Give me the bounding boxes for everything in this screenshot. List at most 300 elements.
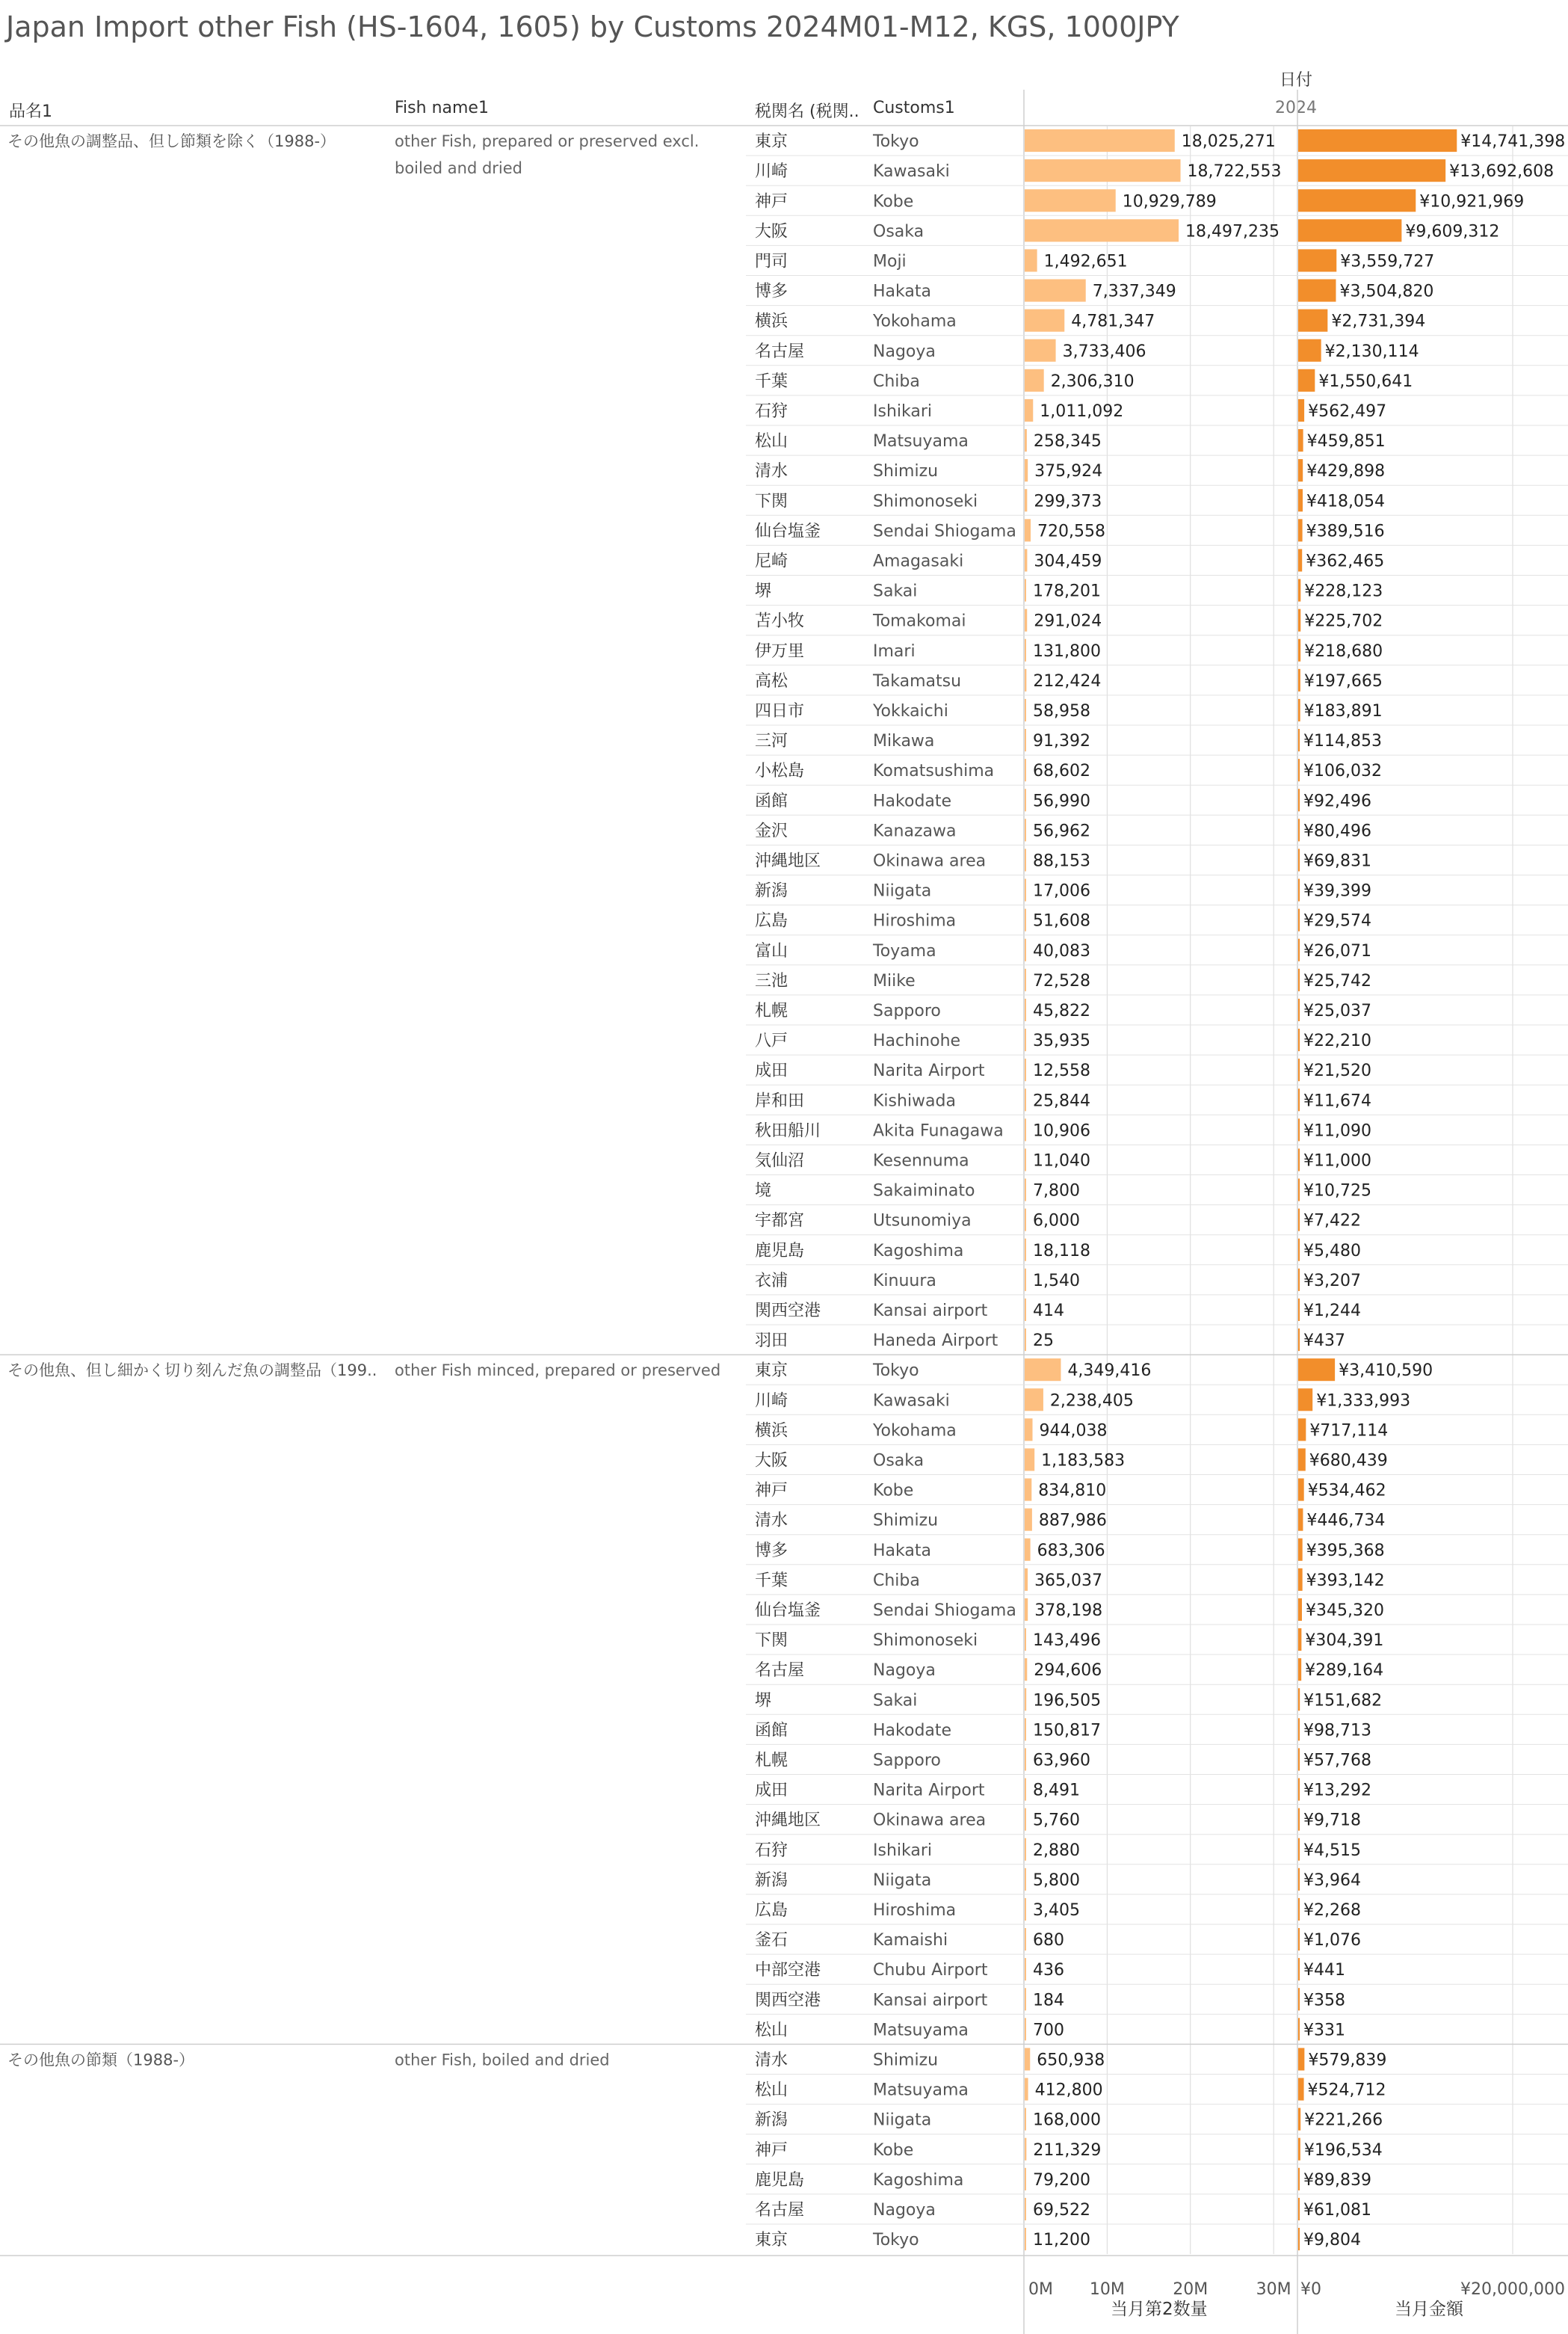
customs-name-jp: 四日市 <box>755 701 805 721</box>
customs-name-en: Imari <box>873 641 916 661</box>
qty-axis-tick: 30M <box>1256 2280 1291 2300</box>
qty-data-label: 17,006 <box>1033 881 1090 901</box>
qty-axis-tick: 20M <box>1173 2280 1209 2300</box>
qty-bar <box>1025 579 1026 602</box>
qty-bar <box>1025 2228 1026 2250</box>
value-bar <box>1298 999 1300 1021</box>
customs-name-en: Kamaishi <box>873 1931 948 1950</box>
value-data-label: ¥2,731,394 <box>1331 312 1426 331</box>
customs-name-jp: 清水 <box>755 1511 788 1530</box>
qty-data-label: 294,606 <box>1034 1661 1102 1681</box>
qty-axis-tick: 0M <box>1028 2280 1053 2300</box>
qty-data-label: 12,558 <box>1033 1062 1090 1081</box>
value-data-label: ¥304,391 <box>1305 1631 1384 1651</box>
customs-name-jp: 函館 <box>755 1721 788 1740</box>
qty-bar <box>1025 1658 1027 1681</box>
column-header-product: 品名1 <box>9 102 52 121</box>
customs-name-en: Matsuyama <box>873 432 969 452</box>
qty-bar <box>1025 1328 1026 1351</box>
value-bar <box>1298 639 1300 662</box>
customs-name-en: Matsuyama <box>873 2081 969 2100</box>
qty-data-label: 25 <box>1033 1331 1054 1351</box>
customs-name-jp: 八戸 <box>755 1032 788 1051</box>
customs-name-jp: 千葉 <box>755 372 788 391</box>
customs-name-en: Osaka <box>873 1451 925 1471</box>
qty-data-label: 211,329 <box>1033 2140 1102 2160</box>
qty-bar <box>1025 2168 1026 2190</box>
qty-bar <box>1025 729 1026 751</box>
qty-data-label: 375,924 <box>1034 462 1103 481</box>
customs-name-en: Hakodate <box>873 792 952 811</box>
customs-name-en: Haneda Airport <box>873 1331 998 1351</box>
customs-name-jp: 新潟 <box>755 2110 788 2130</box>
qty-data-label: 56,962 <box>1033 822 1090 841</box>
customs-name-jp: 小松島 <box>755 762 805 781</box>
value-data-label: ¥98,713 <box>1303 1721 1371 1740</box>
value-bar <box>1298 2048 1304 2070</box>
customs-name-jp: 川崎 <box>755 162 788 182</box>
customs-name-jp: 衣浦 <box>755 1271 788 1290</box>
customs-name-jp: 岸和田 <box>755 1091 805 1111</box>
qty-data-label: 58,958 <box>1033 701 1090 721</box>
qty-bar <box>1025 609 1027 632</box>
value-data-label: ¥3,207 <box>1303 1271 1361 1290</box>
customs-name-en: Sendai Shiogama <box>873 1601 1016 1620</box>
customs-name-en: Kishiwada <box>873 1091 956 1111</box>
customs-name-en: Kinuura <box>873 1271 936 1290</box>
fish-name-label: other Fish, prepared or preserved excl. <box>395 132 700 150</box>
value-bar <box>1298 669 1300 692</box>
customs-name-en: Kansai airport <box>873 1991 988 2010</box>
qty-bar <box>1025 759 1026 781</box>
value-bar <box>1298 2108 1300 2131</box>
value-data-label: ¥2,130,114 <box>1324 342 1419 361</box>
qty-bar <box>1025 1148 1026 1171</box>
qty-axis-title: 当月第2数量 <box>1111 2300 1208 2319</box>
qty-data-label: 5,760 <box>1033 1811 1080 1830</box>
customs-name-jp: 千葉 <box>755 1571 788 1590</box>
customs-name-jp: 神戸 <box>755 2140 788 2160</box>
qty-data-label: 2,880 <box>1033 1841 1080 1860</box>
qty-data-label: 887,986 <box>1038 1511 1107 1530</box>
customs-name-en: Kesennuma <box>873 1151 969 1171</box>
customs-name-jp: 仙台塩釜 <box>755 522 821 541</box>
value-bar <box>1298 2138 1300 2161</box>
qty-bar <box>1025 369 1044 392</box>
qty-bar <box>1025 399 1033 422</box>
customs-name-en: Shimizu <box>873 1511 939 1530</box>
qty-bar <box>1025 1089 1026 1111</box>
column-header-customs-jp: 税関名 (税関.. <box>755 102 859 121</box>
qty-data-label: 168,000 <box>1033 2110 1101 2130</box>
qty-bar <box>1025 1988 1026 2010</box>
qty-bar <box>1025 2078 1028 2101</box>
customs-name-jp: 川崎 <box>755 1391 788 1411</box>
qty-bar <box>1025 2138 1026 2161</box>
customs-name-jp: 伊万里 <box>755 641 805 661</box>
value-data-label: ¥437 <box>1303 1331 1345 1351</box>
value-data-label: ¥57,768 <box>1303 1751 1371 1770</box>
value-bar <box>1298 1388 1312 1411</box>
qty-data-label: 10,929,789 <box>1122 192 1217 212</box>
qty-bar <box>1025 1808 1026 1831</box>
qty-data-label: 365,037 <box>1034 1571 1103 1590</box>
value-data-label: ¥579,839 <box>1308 2051 1387 2070</box>
customs-name-jp: 下関 <box>755 1631 788 1651</box>
customs-name-en: Ishikari <box>873 1841 932 1860</box>
qty-bar <box>1025 939 1026 961</box>
value-data-label: ¥2,268 <box>1303 1900 1361 1920</box>
date-header: 日付 <box>1280 71 1313 90</box>
customs-name-jp: 横浜 <box>755 1421 788 1441</box>
value-bar <box>1298 459 1303 481</box>
customs-name-en: Okinawa area <box>873 1811 987 1830</box>
customs-name-en: Amagasaki <box>873 552 964 571</box>
value-bar <box>1298 1029 1300 1051</box>
value-data-label: ¥22,210 <box>1303 1032 1371 1051</box>
qty-data-label: 680 <box>1033 1931 1064 1950</box>
customs-name-jp: 函館 <box>755 792 788 811</box>
value-data-label: ¥446,734 <box>1306 1511 1386 1530</box>
value-data-label: ¥228,123 <box>1304 582 1383 601</box>
value-data-label: ¥25,037 <box>1303 1001 1371 1020</box>
value-data-label: ¥13,692,608 <box>1449 162 1555 182</box>
qty-data-label: 11,200 <box>1033 2231 1090 2250</box>
qty-data-label: 7,800 <box>1033 1181 1080 1201</box>
qty-bar <box>1025 189 1116 212</box>
qty-bar <box>1025 519 1031 541</box>
qty-bar <box>1025 1868 1026 1891</box>
qty-bar <box>1025 639 1026 662</box>
qty-data-label: 18,118 <box>1033 1241 1090 1260</box>
customs-name-en: Niigata <box>873 2110 932 2130</box>
value-bar <box>1298 489 1303 511</box>
customs-name-en: Kansai airport <box>873 1301 988 1320</box>
value-bar <box>1298 1299 1300 1321</box>
value-bar <box>1298 1239 1300 1261</box>
customs-name-jp: 門司 <box>755 252 788 271</box>
value-bar <box>1298 819 1300 841</box>
value-bar <box>1298 310 1327 332</box>
customs-name-en: Sakaiminato <box>873 1181 975 1201</box>
value-data-label: ¥196,534 <box>1303 2140 1383 2160</box>
qty-bar <box>1025 1628 1026 1651</box>
customs-name-jp: 札幌 <box>755 1001 788 1020</box>
customs-name-jp: 境 <box>755 1181 772 1201</box>
qty-data-label: 436 <box>1033 1961 1064 1980</box>
customs-name-jp: 名古屋 <box>755 2200 805 2220</box>
customs-name-jp: 大阪 <box>755 222 788 241</box>
value-data-label: ¥151,682 <box>1303 1691 1383 1711</box>
customs-name-en: Niigata <box>873 1870 932 1890</box>
value-bar <box>1298 2078 1304 2101</box>
qty-data-label: 834,810 <box>1038 1481 1107 1500</box>
value-bar <box>1298 1209 1300 1231</box>
value-data-label: ¥9,804 <box>1303 2231 1361 2250</box>
customs-name-jp: 清水 <box>755 462 788 481</box>
value-data-label: ¥7,422 <box>1303 1211 1361 1231</box>
value-bar <box>1298 1748 1300 1770</box>
value-data-label: ¥524,712 <box>1307 2081 1386 2100</box>
qty-data-label: 51,608 <box>1033 911 1090 931</box>
qty-bar <box>1025 879 1026 902</box>
qty-bar <box>1025 669 1026 692</box>
qty-bar <box>1025 1779 1026 1801</box>
customs-name-jp: 仙台塩釜 <box>755 1601 821 1620</box>
value-bar <box>1298 1148 1300 1171</box>
qty-bar <box>1025 969 1026 991</box>
customs-name-jp: 中部空港 <box>755 1961 821 1980</box>
qty-bar <box>1025 310 1064 332</box>
column-header-fish-name: Fish name1 <box>395 99 489 117</box>
customs-name-en: Hachinohe <box>873 1032 961 1051</box>
value-data-label: ¥534,462 <box>1307 1481 1386 1500</box>
value-data-label: ¥418,054 <box>1306 492 1386 511</box>
customs-name-jp: 名古屋 <box>755 342 805 361</box>
value-bar <box>1298 159 1445 182</box>
value-data-label: ¥13,292 <box>1303 1781 1371 1800</box>
customs-name-jp: 新潟 <box>755 1870 788 1890</box>
customs-name-en: Moji <box>873 252 907 271</box>
value-data-label: ¥331 <box>1303 2021 1345 2040</box>
qty-data-label: 304,459 <box>1034 552 1102 571</box>
value-bar <box>1298 1628 1301 1651</box>
qty-data-label: 91,392 <box>1033 732 1090 751</box>
qty-data-label: 79,200 <box>1033 2170 1090 2190</box>
value-data-label: ¥10,921,969 <box>1419 192 1525 212</box>
qty-data-label: 150,817 <box>1033 1721 1101 1740</box>
customs-name-en: Shimonoseki <box>873 492 978 511</box>
customs-name-jp: 堺 <box>755 582 772 601</box>
customs-name-en: Sapporo <box>873 1001 941 1020</box>
qty-bar <box>1025 1598 1028 1621</box>
customs-name-jp: 高松 <box>755 671 788 691</box>
qty-bar <box>1025 1209 1026 1231</box>
customs-name-jp: 三河 <box>755 732 788 751</box>
customs-name-en: Osaka <box>873 222 925 241</box>
value-data-label: ¥345,320 <box>1305 1601 1384 1620</box>
value-bar <box>1298 399 1304 422</box>
qty-data-label: 1,540 <box>1033 1271 1080 1290</box>
customs-name-jp: 堺 <box>755 1691 772 1711</box>
qty-data-label: 69,522 <box>1033 2200 1090 2220</box>
qty-data-label: 131,800 <box>1033 641 1101 661</box>
qty-data-label: 5,800 <box>1033 1870 1080 1890</box>
qty-data-label: 196,505 <box>1033 1691 1102 1711</box>
value-bar <box>1298 1479 1304 1501</box>
customs-name-jp: 苫小牧 <box>755 612 805 631</box>
customs-name-jp: 尼崎 <box>755 552 788 571</box>
value-bar <box>1298 969 1300 991</box>
customs-name-jp: 清水 <box>755 2051 788 2070</box>
value-bar <box>1298 1988 1300 2010</box>
customs-name-en: Kobe <box>873 1481 914 1500</box>
qty-bar <box>1025 1029 1026 1051</box>
value-bar <box>1298 1688 1300 1711</box>
qty-bar <box>1025 429 1027 452</box>
value-data-label: ¥717,114 <box>1309 1421 1389 1441</box>
qty-bar <box>1025 1898 1026 1921</box>
qty-data-label: 1,011,092 <box>1040 401 1124 421</box>
product-name-jp: その他魚の節類（1988-） <box>7 2051 195 2069</box>
customs-name-jp: 東京 <box>755 132 788 152</box>
customs-name-jp: 秋田船川 <box>755 1121 821 1141</box>
qty-data-label: 11,040 <box>1033 1151 1090 1171</box>
qty-bar <box>1025 339 1056 362</box>
qty-data-label: 412,800 <box>1034 2081 1103 2100</box>
customs-name-en: Hakata <box>873 282 931 301</box>
customs-name-jp: 横浜 <box>755 312 788 331</box>
customs-name-en: Chubu Airport <box>873 1961 988 1980</box>
customs-name-en: Okinawa area <box>873 852 987 871</box>
qty-data-label: 18,025,271 <box>1181 132 1276 152</box>
value-bar <box>1298 1958 1300 1980</box>
value-bar <box>1298 699 1300 721</box>
qty-data-label: 212,424 <box>1033 671 1102 691</box>
qty-bar <box>1025 1928 1026 1950</box>
qty-data-label: 63,960 <box>1033 1751 1090 1770</box>
value-data-label: ¥429,898 <box>1306 462 1386 481</box>
customs-name-en: Kobe <box>873 2140 914 2160</box>
qty-data-label: 6,000 <box>1033 1211 1080 1231</box>
customs-name-en: Hakodate <box>873 1721 952 1740</box>
customs-name-jp: 鹿児島 <box>755 2170 805 2190</box>
value-bar <box>1298 1779 1300 1801</box>
value-data-label: ¥395,368 <box>1306 1541 1385 1560</box>
qty-bar <box>1025 1479 1031 1501</box>
value-data-label: ¥3,410,590 <box>1339 1361 1433 1381</box>
qty-data-label: 944,038 <box>1039 1421 1108 1441</box>
customs-name-en: Hakata <box>873 1541 931 1560</box>
value-bar <box>1298 909 1300 932</box>
value-bar <box>1298 579 1300 602</box>
value-data-label: ¥92,496 <box>1303 792 1371 811</box>
value-data-label: ¥389,516 <box>1306 522 1385 541</box>
customs-name-jp: 富山 <box>755 941 788 961</box>
qty-data-label: 18,497,235 <box>1185 222 1280 241</box>
qty-bar <box>1025 549 1027 571</box>
qty-data-label: 4,349,416 <box>1067 1361 1152 1381</box>
customs-name-jp: 松山 <box>755 432 788 452</box>
qty-bar <box>1025 789 1026 811</box>
qty-bar <box>1025 219 1179 241</box>
customs-name-en: Sakai <box>873 582 918 601</box>
qty-bar <box>1025 249 1037 271</box>
customs-name-jp: 大阪 <box>755 1451 788 1471</box>
customs-name-jp: 石狩 <box>755 1841 788 1860</box>
customs-name-jp: 新潟 <box>755 881 788 901</box>
value-data-label: ¥25,742 <box>1303 971 1371 991</box>
qty-data-label: 4,781,347 <box>1071 312 1155 331</box>
value-data-label: ¥441 <box>1303 1961 1345 1980</box>
value-data-label: ¥29,574 <box>1303 911 1371 931</box>
customs-name-jp: 鹿児島 <box>755 1241 805 1260</box>
value-bar <box>1298 129 1457 152</box>
customs-name-en: Akita Funagawa <box>873 1121 1004 1141</box>
qty-bar <box>1025 1388 1043 1411</box>
customs-name-en: Takamatsu <box>873 671 962 691</box>
qty-data-label: 7,337,349 <box>1092 282 1176 301</box>
qty-bar <box>1025 1718 1026 1740</box>
qty-data-label: 10,906 <box>1033 1121 1090 1141</box>
qty-axis-tick: 10M <box>1089 2280 1125 2300</box>
qty-bar <box>1025 159 1181 182</box>
qty-bar <box>1025 819 1026 841</box>
product-name-jp: その他魚の調整品、但し節類を除く（1988-） <box>7 132 336 150</box>
value-bar <box>1298 429 1303 452</box>
customs-name-en: Kawasaki <box>873 1391 950 1411</box>
value-bar <box>1298 2168 1300 2190</box>
qty-bar <box>1025 1838 1026 1861</box>
customs-name-en: Yokohama <box>873 312 957 331</box>
value-bar <box>1298 189 1416 212</box>
customs-name-jp: 沖縄地区 <box>755 852 821 871</box>
customs-name-jp: 沖縄地区 <box>755 1811 821 1830</box>
value-data-label: ¥11,090 <box>1303 1121 1371 1141</box>
value-bar <box>1298 1868 1300 1891</box>
qty-data-label: 2,238,405 <box>1049 1391 1134 1411</box>
customs-name-jp: 関西空港 <box>755 1991 821 2010</box>
qty-bar <box>1025 1118 1026 1141</box>
value-bar <box>1298 2018 1300 2040</box>
value-data-label: ¥562,497 <box>1308 401 1387 421</box>
value-bar <box>1298 1269 1300 1291</box>
value-data-label: ¥5,480 <box>1303 1241 1361 1260</box>
value-data-label: ¥89,839 <box>1303 2170 1371 2190</box>
qty-data-label: 68,602 <box>1033 762 1090 781</box>
value-data-label: ¥11,000 <box>1303 1151 1371 1171</box>
value-data-label: ¥106,032 <box>1303 762 1382 781</box>
qty-data-label: 1,183,583 <box>1041 1451 1126 1471</box>
customs-name-en: Hiroshima <box>873 911 957 931</box>
customs-name-en: Toyama <box>873 941 936 961</box>
value-bar <box>1298 939 1300 961</box>
value-bar <box>1298 1089 1300 1111</box>
customs-name-jp: 松山 <box>755 2081 788 2100</box>
qty-data-label: 291,024 <box>1034 612 1102 631</box>
qty-bar <box>1025 2018 1026 2040</box>
customs-name-en: Shimizu <box>873 2051 939 2070</box>
customs-name-jp: 羽田 <box>755 1331 788 1351</box>
customs-name-en: Kobe <box>873 192 914 212</box>
customs-name-jp: 東京 <box>755 1361 788 1381</box>
value-data-label: ¥680,439 <box>1309 1451 1388 1471</box>
qty-bar <box>1025 1299 1026 1321</box>
value-bar <box>1298 339 1321 362</box>
value-bar <box>1298 879 1300 902</box>
qty-data-label: 143,496 <box>1033 1631 1101 1651</box>
customs-name-jp: 成田 <box>755 1781 788 1800</box>
value-data-label: ¥362,465 <box>1306 552 1385 571</box>
customs-name-en: Shimizu <box>873 462 939 481</box>
value-data-label: ¥69,831 <box>1303 852 1371 871</box>
customs-name-en: Chiba <box>873 1571 920 1590</box>
customs-name-jp: 下関 <box>755 492 788 511</box>
value-data-label: ¥11,674 <box>1303 1091 1371 1111</box>
qty-data-label: 56,990 <box>1033 792 1090 811</box>
qty-bar <box>1025 1509 1032 1531</box>
customs-name-en: Ishikari <box>873 401 932 421</box>
qty-data-label: 184 <box>1033 1991 1064 2010</box>
qty-data-label: 40,083 <box>1033 941 1090 961</box>
fish-name-label: boiled and dried <box>395 159 523 177</box>
value-data-label: ¥9,718 <box>1303 1811 1361 1830</box>
value-data-label: ¥3,504,820 <box>1339 282 1434 301</box>
qty-bar <box>1025 459 1028 481</box>
value-data-label: ¥3,559,727 <box>1340 252 1435 271</box>
product-name-jp: その他魚、但し細かく切り刻んだ魚の調整品（199.. <box>7 1361 377 1380</box>
qty-bar <box>1025 1269 1026 1291</box>
